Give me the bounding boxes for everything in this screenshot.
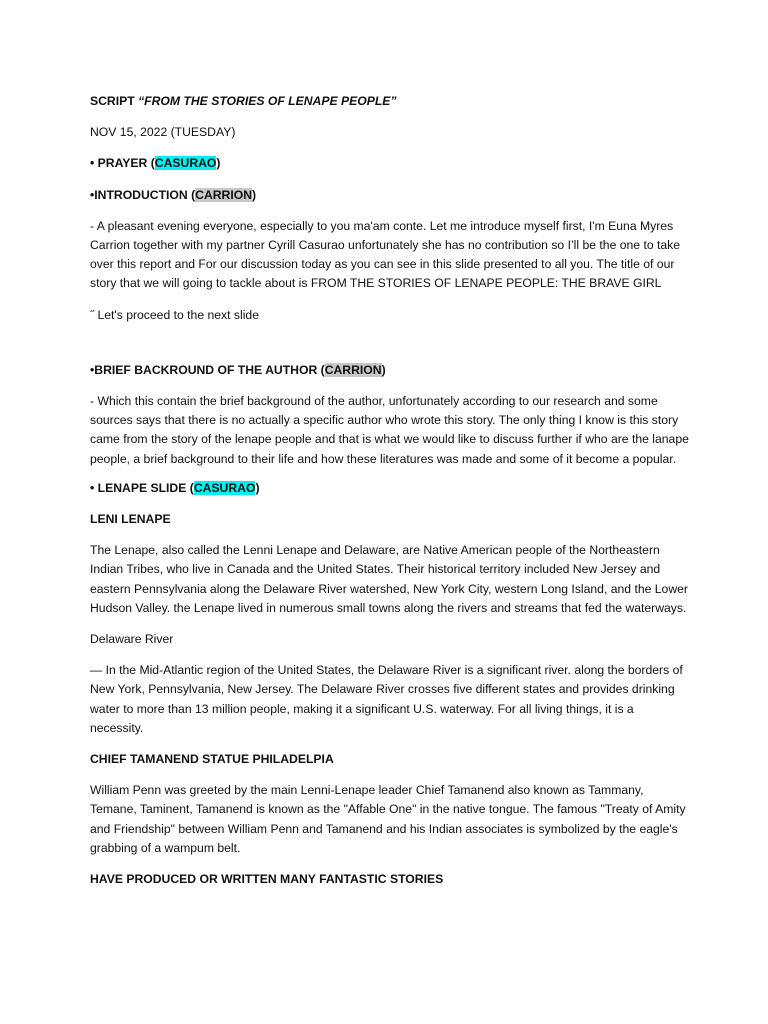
lenape-slide-presenter: CASURAO bbox=[193, 480, 256, 495]
prayer-presenter: CASURAO bbox=[154, 156, 217, 171]
script-title-text: “FROM THE STORIES OF LENAPE PEOPLE” bbox=[138, 94, 397, 108]
background-body: - Which this contain the brief background of the author, unfortunately according to our research and some sources says that there is no actually a specific author who wrote this story. The only thing I know is this story came from the story of the lenape people and that is what we would like to discuss further if who are the lanape people, a brief background to their life and how these literatures was made and some of it become a popular. bbox=[90, 394, 689, 466]
leni-lenape-heading: LENI LENAPE bbox=[90, 512, 171, 527]
introduction-body: - A pleasant evening everyone, especially to you ma'am conte. Let me introduce myself first, I'm Euna Myres Carrion together with my partner Cyrill Casurao unfortunately she has no contribution so I’ll be the one to take over this report and For our discussion today as you can see in this slide presented to all you. The title of our story that we will going to tackle about is FROM THE STORIES OF LENAPE PEOPLE: THE BRAVE GIRL bbox=[90, 218, 681, 291]
introduction-heading: •INTRODUCTION (CARRION) bbox=[90, 187, 257, 202]
tamanend-body: William Penn was greeted by the main Lenni-Lenape leader Chief Tamanend also known as Tammany, Temane, Taminent, Tamanend is known as the "Affable One" in the native tongue. The famous "Treaty of Amity and Friendship" between William Penn and Tamanend and his Indian associates is symbolized by the eagle's grabbing of a wampum belt. bbox=[90, 783, 686, 855]
delaware-body: — In the Mid-Atlantic region of the United States, the Delaware River is a significant river. along the borders of New York, Pennsylvania, New Jersey. The Delaware River crosses five different states and provides drinking water to more than 13 million people, making it a significant U.S. waterway. For all living things, it is a necessity. bbox=[90, 663, 683, 735]
document-page bbox=[90, 92, 690, 889]
script-prefix: SCRIPT bbox=[90, 94, 139, 108]
prayer-heading: • PRAYER (CASURAO) bbox=[90, 156, 221, 171]
script-title bbox=[90, 92, 690, 111]
background-heading: •BRIEF BACKROUND OF THE AUTHOR (CARRION) bbox=[90, 362, 386, 377]
document-date: NOV 15, 2022 (TUESDAY) bbox=[90, 125, 236, 140]
background-presenter: CARRION bbox=[324, 362, 382, 377]
lenape-slide-heading: • LENAPE SLIDE (CASURAO) bbox=[90, 480, 260, 495]
delaware-heading: Delaware River bbox=[90, 632, 174, 647]
introduction-presenter: CARRION bbox=[195, 187, 253, 202]
introduction-next: ˝ Let's proceed to the next slide bbox=[90, 307, 259, 322]
tamanend-heading: CHIEF TAMANEND STATUE PHILADELPIA bbox=[90, 752, 334, 767]
leni-lenape-body: The Lenape, also called the Lenni Lenape and Delaware, are Native American people of the Northeastern Indian Tribes, who live in Canada and the United States. Their historical territory included New Jersey and eastern Pennsylvania along the Delaware River watershed, New York City, western Long Island, and the Lower Hudson Valley. the Lenape lived in numerous small towns along the rivers and streams that fed the waterways. bbox=[90, 543, 688, 615]
stories-heading: HAVE PRODUCED OR WRITTEN MANY FANTASTIC STORIES bbox=[90, 872, 444, 887]
